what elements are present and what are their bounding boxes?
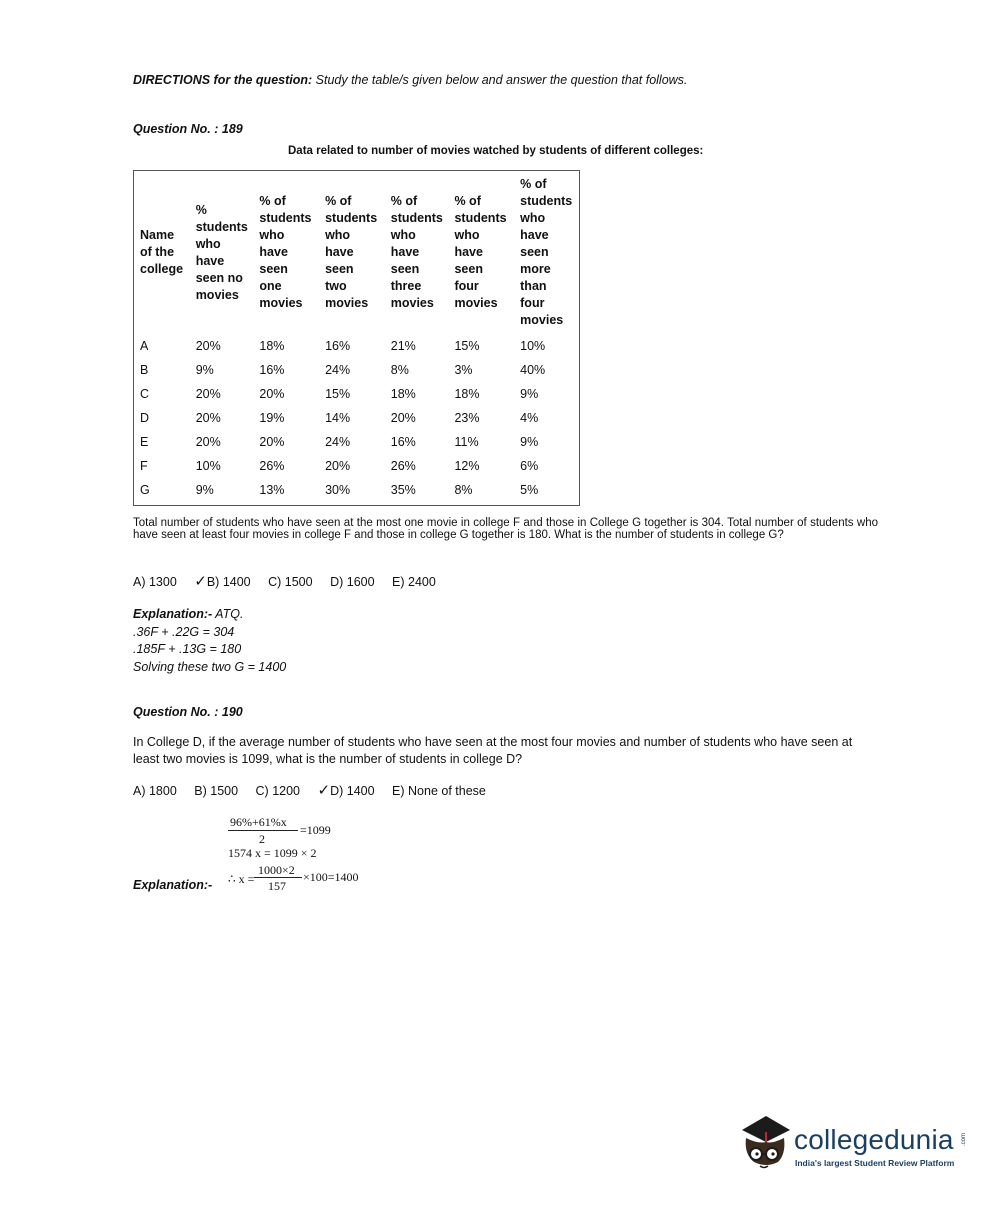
percentage-cell: 20%: [259, 387, 285, 401]
header-text: students: [325, 211, 378, 225]
college-name-cell: E: [140, 435, 149, 449]
percentage-cell: 12%: [454, 459, 480, 473]
college-name-cell: B: [140, 363, 149, 377]
math-line-2: 1574 x = 1099 × 2: [228, 846, 317, 860]
table-row: [134, 478, 579, 502]
percentage-cell: 5%: [520, 483, 539, 497]
data-table: [134, 171, 579, 502]
percentage-cell: 20%: [325, 459, 351, 473]
table-row: [134, 454, 579, 478]
question-190-heading: Question No. : 190: [133, 705, 243, 719]
percentage-cell: 18%: [390, 387, 416, 401]
directions-text: Study the table/s given below and answer the question that follows.: [312, 73, 688, 87]
header-text: students: [454, 211, 507, 225]
question-190-text: In College D, if the average number of students who have seen at the most four movies and number of students who have seen at least two movies is 1099, what is the number of students in college D?: [133, 735, 853, 766]
header-text: students: [195, 219, 248, 234]
header-text: % of: [520, 177, 547, 191]
logo-com: .com: [961, 1133, 967, 1147]
percentage-cell: 20%: [259, 435, 285, 449]
option-a: A) 1300: [133, 575, 177, 589]
header-text: Name: [140, 228, 175, 242]
percentage-cell: 19%: [259, 411, 285, 425]
header-text: % of: [454, 194, 481, 208]
header-text: have: [325, 245, 354, 259]
logo-tagline: India's largest Student Review Platform: [795, 1158, 955, 1168]
column-header: [520, 171, 579, 334]
percentage-cell: 26%: [259, 459, 285, 473]
question-189-text: Total number of students who have seen at the most one movie in college F and those in College G together is 304. Total number of students who have seen at least four movies in college F and those in college G together is 180. What is the number of students in college G?: [133, 517, 878, 541]
header-text: have: [454, 245, 483, 259]
percentage-cell: 24%: [325, 435, 351, 449]
header-text: who: [325, 228, 351, 242]
header-text: seen: [325, 262, 354, 276]
header-text: who: [390, 228, 416, 242]
percentage-cell: 26%: [390, 459, 416, 473]
question-189-options: [133, 572, 450, 590]
header-text: college: [140, 262, 184, 276]
question-189-heading: Question No. : 189: [133, 122, 243, 136]
percentage-cell: 9%: [195, 363, 214, 377]
explanation-label: Explanation:-: [133, 878, 213, 892]
percentage-cell: 21%: [390, 339, 416, 353]
percentage-cell: 20%: [195, 387, 221, 401]
percentage-cell: 15%: [454, 339, 480, 353]
percentage-cell: 4%: [520, 411, 539, 425]
data-table-container: [133, 170, 580, 506]
percentage-cell: 23%: [454, 411, 480, 425]
header-text: who: [259, 228, 285, 242]
table-row: [134, 430, 579, 454]
college-name-cell: C: [140, 387, 150, 401]
header-text: two: [325, 279, 347, 293]
header-text: %: [195, 202, 207, 217]
explanation-line: Solving these two G = 1400: [133, 659, 287, 674]
tick-icon: ✓: [194, 573, 207, 590]
directions: [133, 73, 687, 87]
header-text: movies: [325, 296, 369, 310]
option-a: A) 1800: [133, 784, 177, 798]
percentage-cell: 40%: [520, 363, 546, 377]
explanation-line: ATQ.: [212, 607, 244, 621]
column-header: [134, 171, 196, 334]
header-text: movies: [454, 296, 498, 310]
question-189-explanation: [133, 606, 286, 676]
header-text: students: [390, 211, 443, 225]
math-numerator-3: 1000×2: [258, 863, 295, 877]
percentage-cell: 20%: [195, 435, 221, 449]
math-result: ×100=1400: [303, 870, 359, 884]
percentage-cell: 8%: [390, 363, 409, 377]
header-text: seen: [454, 262, 483, 276]
percentage-cell: 10%: [520, 339, 546, 353]
column-header: [196, 171, 260, 334]
header-text: four: [454, 279, 479, 293]
column-header: [454, 171, 520, 334]
math-equals-1: =1099: [300, 823, 331, 837]
header-text: four: [520, 296, 545, 310]
header-text: seen: [390, 262, 420, 276]
header-text: more: [520, 262, 551, 276]
math-numerator-1: 96%+61%x: [230, 815, 287, 829]
percentage-cell: 20%: [195, 411, 221, 425]
header-text: one: [259, 279, 282, 293]
math-denominator-1: 2: [259, 832, 265, 846]
header-text: have: [195, 253, 225, 268]
percentage-cell: 9%: [195, 483, 214, 497]
college-name-cell: A: [140, 339, 149, 353]
option-e: E) None of these: [392, 784, 486, 798]
header-text: who: [454, 228, 480, 242]
header-text: movies: [259, 296, 303, 310]
explanation-line: .36F + .22G = 304: [133, 624, 235, 639]
table-row: [134, 406, 579, 430]
header-text: three: [390, 279, 422, 293]
header-text: than: [520, 279, 547, 293]
tick-icon: ✓: [317, 782, 331, 799]
table-header-row: [134, 171, 579, 334]
explanation-label: Explanation:-: [133, 607, 213, 621]
percentage-cell: 30%: [325, 483, 351, 497]
college-name-cell: D: [140, 411, 150, 425]
percentage-cell: 15%: [325, 387, 351, 401]
percentage-cell: 20%: [195, 339, 221, 353]
header-text: seen no: [195, 270, 243, 285]
option-c: C) 1500: [268, 575, 313, 589]
option-c: C) 1200: [255, 784, 301, 798]
header-text: movies: [195, 287, 239, 302]
percentage-cell: 20%: [390, 411, 416, 425]
college-name-cell: F: [140, 459, 148, 473]
directions-label: DIRECTIONS for the question:: [133, 73, 313, 87]
header-text: % of: [325, 194, 352, 208]
percentage-cell: 35%: [390, 483, 416, 497]
header-text: have: [390, 245, 420, 259]
percentage-cell: 14%: [325, 411, 351, 425]
explanation-line: .185F + .13G = 180: [133, 642, 242, 656]
option-d-label: D) 1400: [330, 784, 375, 798]
option-d: D) 1600: [330, 575, 375, 589]
table-caption: Data related to number of movies watched by students of different colleges:: [288, 145, 704, 157]
percentage-cell: 9%: [520, 435, 539, 449]
table-row: [134, 334, 579, 358]
header-text: movies: [390, 296, 434, 310]
column-header: [391, 171, 455, 334]
fraction-bar: [254, 877, 302, 878]
percentage-cell: 16%: [390, 435, 416, 449]
header-text: students: [259, 211, 312, 225]
question-190-options: [133, 781, 500, 799]
option-e: E) 2400: [392, 575, 436, 589]
header-text: have: [259, 245, 288, 259]
header-text: who: [195, 236, 221, 251]
column-header: [259, 171, 325, 334]
percentage-cell: 3%: [454, 363, 473, 377]
header-text: seen: [520, 245, 549, 259]
option-b-label: B) 1400: [206, 575, 251, 589]
option-d: [318, 781, 375, 799]
mascot-icon: [736, 1108, 794, 1180]
percentage-cell: 16%: [325, 339, 351, 353]
table-body: [134, 334, 579, 502]
fraction-bar: [228, 830, 298, 831]
table-row: [134, 382, 579, 406]
percentage-cell: 10%: [195, 459, 221, 473]
percentage-cell: 24%: [325, 363, 351, 377]
option-b: B) 1500: [194, 784, 239, 798]
percentage-cell: 8%: [454, 483, 473, 497]
percentage-cell: 9%: [520, 387, 539, 401]
percentage-cell: 11%: [454, 435, 479, 449]
header-text: seen: [259, 262, 288, 276]
column-header: [325, 171, 391, 334]
header-text: who: [520, 211, 546, 225]
logo-wordmark: collegedunia: [794, 1124, 954, 1155]
header-text: % of: [259, 194, 286, 208]
header-text: % of: [390, 194, 418, 208]
table-row: [134, 358, 579, 382]
header-text: have: [520, 228, 549, 242]
math-denominator-3: 157: [268, 879, 286, 893]
percentage-cell: 16%: [259, 363, 285, 377]
percentage-cell: 18%: [259, 339, 285, 353]
percentage-cell: 13%: [259, 483, 285, 497]
header-text: of the: [140, 245, 175, 259]
math-therefore: ∴ x =: [228, 872, 255, 886]
percentage-cell: 18%: [454, 387, 480, 401]
header-text: movies: [520, 313, 564, 327]
header-text: students: [520, 194, 573, 208]
college-name-cell: G: [140, 483, 150, 497]
percentage-cell: 6%: [520, 459, 539, 473]
option-b: [194, 572, 250, 590]
